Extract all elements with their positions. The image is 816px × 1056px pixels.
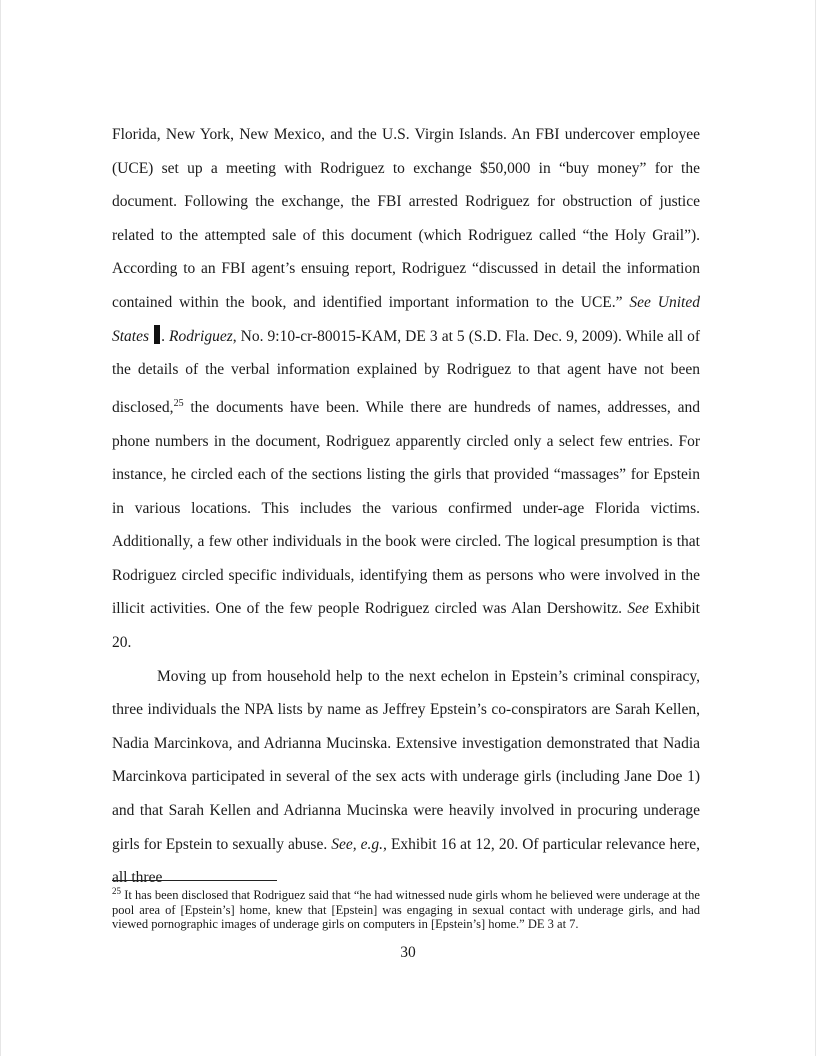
- footnote-reference[interactable]: 25: [173, 397, 184, 409]
- footnote-divider: [112, 880, 277, 881]
- paragraph-1-text-b: , No. 9:10-cr-80015-KAM, DE 3 at 5 (S.D. Fla. Dec. 9, 2009). While all of the details of the verbal information explained by Rodriguez to that agent have not been disclosed,: [112, 327, 701, 416]
- case-citation-italic-1: See United States: [112, 293, 700, 345]
- case-citation-italic-2: Rodriguez: [169, 327, 233, 345]
- citation-separator: .: [161, 327, 170, 345]
- paragraph-1-text-c: the documents have been. While there are hundreds of names, addresses, and phone numbers in the document, Rodriguez apparently circled only a select few entries. For instance, he circled each of the sections listing the girls that provided “massages” for Epstein in various locations. This includes the various confirmed under-age Florida victims. Additionally, a few other individuals in the book were circled. The logical presumption is that Rodriguez circled specific individuals, identifying them as persons who were involved in the illicit activities. One of the few people Rodriguez circled was Alan Dershowitz.: [112, 398, 700, 618]
- body-text: [112, 118, 700, 895]
- paragraph-1-text-d: Exhibit 20.: [112, 600, 700, 652]
- see-eg-signal: See, e.g.,: [331, 835, 387, 853]
- scan-edge-left: [0, 0, 1, 1056]
- footnote-text: It has been disclosed that Rodriguez said that “he had witnessed nude girls whom he believed were underage at the pool area of [Epstein’s] home, knew that [Epstein] was engaging in sexual contact with underage girls, and had viewed pornographic images of underage girls on computers in [Epstein’s] home.” DE 3 at 7.: [112, 888, 700, 932]
- paragraph-2-text-a: Moving up from household help to the next echelon in Epstein’s criminal conspiracy, three individuals the NPA lists by name as Jeffrey Epstein’s co-conspirators are Sarah Kellen, Nadia Marcinkova, and Adrianna Mucinska. Extensive investigation demonstrated that Nadia Marcinkova participated in several of the sex acts with underage girls (including Jane Doe 1) and that Sarah Kellen and Adrianna Mucinska were heavily involved in procuring underage girls for Epstein to sexually abuse.: [112, 667, 700, 853]
- redaction-mark: [154, 325, 160, 344]
- footnote-number: 25: [112, 886, 121, 896]
- see-signal: See: [627, 600, 649, 618]
- paragraph-1: [112, 118, 700, 660]
- footnote-25: [112, 884, 700, 932]
- paragraph-1-text-a: Florida, New York, New Mexico, and the U.S. Virgin Islands. An FBI undercover employee (UCE) set up a meeting with Rodriguez to exchange $50,000 in “buy money” for the document. Following the exchange, the FBI arrested Rodriguez for obstruction of justice related to the attempted sale of this document (which Rodriguez called “the Holy Grail”). According to an FBI agent’s ensuing report, Rodriguez “discussed in detail the information contained within the book, and identified important information to the UCE.”: [112, 126, 700, 311]
- paragraph-2-text-b: Exhibit 16 at 12, 20. Of particular relevance here, all three: [112, 835, 700, 887]
- paragraph-2: [112, 660, 700, 895]
- page-number: 30: [400, 944, 416, 961]
